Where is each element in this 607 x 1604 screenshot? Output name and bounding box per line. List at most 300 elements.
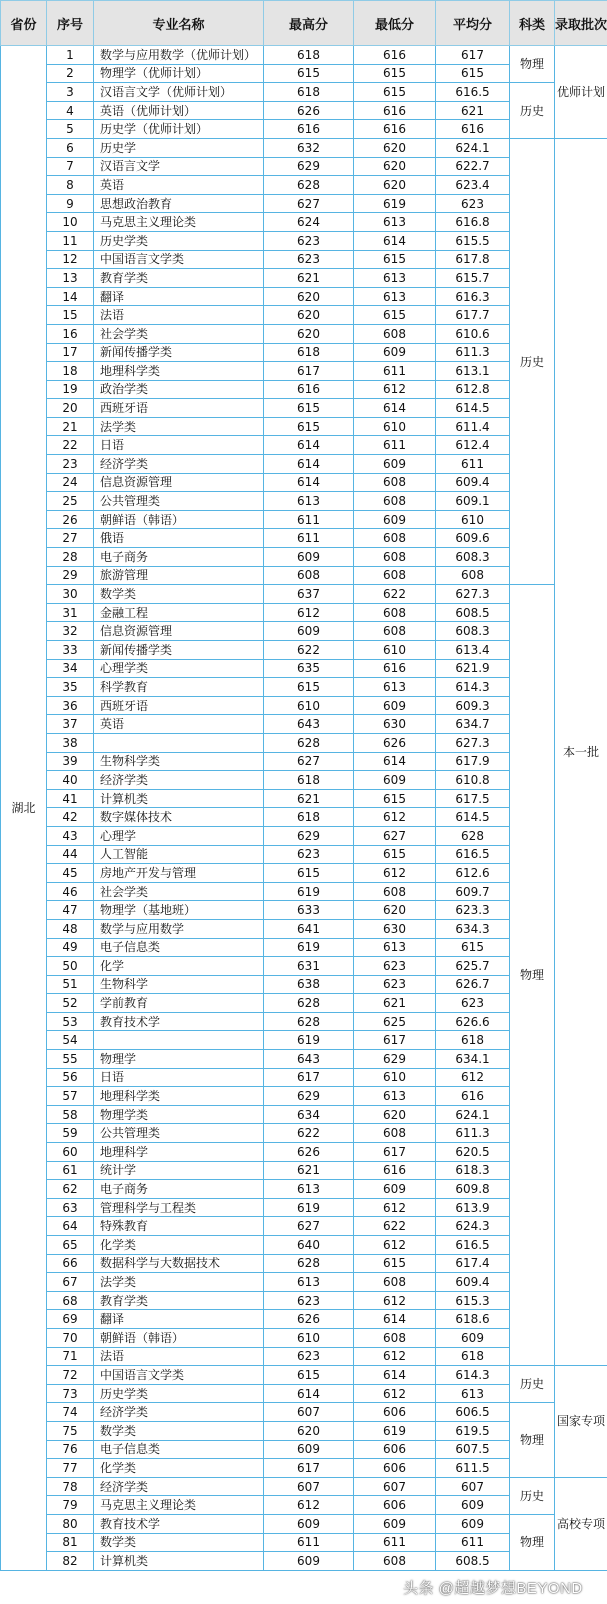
min-score-cell: 608: [354, 1328, 436, 1347]
min-score-cell: 622: [354, 1217, 436, 1236]
max-score-cell: 619: [264, 1198, 354, 1217]
major-name-cell: 教育学类: [94, 1291, 264, 1310]
min-score-cell: 614: [354, 399, 436, 418]
major-name-cell: 数学与应用数学（优师计划）: [94, 46, 264, 65]
max-score-cell: 618: [264, 771, 354, 790]
batch-cell: 优师计划: [555, 46, 607, 139]
max-score-cell: 629: [264, 826, 354, 845]
major-name-cell: 统计学: [94, 1161, 264, 1180]
avg-score-cell: 618.3: [436, 1161, 510, 1180]
min-score-cell: 610: [354, 417, 436, 436]
min-score-cell: 613: [354, 1087, 436, 1106]
major-name-cell: 特殊教育: [94, 1217, 264, 1236]
row-index-cell: 70: [47, 1328, 94, 1347]
major-name-cell: 经济学类: [94, 771, 264, 790]
row-index-cell: 79: [47, 1496, 94, 1515]
major-name-cell: 数学类: [94, 1533, 264, 1552]
avg-score-cell: 617: [436, 46, 510, 65]
major-name-cell: 物理学类: [94, 1105, 264, 1124]
major-name-cell: 电子商务: [94, 548, 264, 567]
row-index-cell: 44: [47, 845, 94, 864]
min-score-cell: 606: [354, 1459, 436, 1478]
major-name-cell: 电子信息类: [94, 938, 264, 957]
min-score-cell: 609: [354, 1514, 436, 1533]
major-name-cell: 历史学: [94, 138, 264, 157]
header-avg-score: 平均分: [436, 1, 510, 46]
max-score-cell: 618: [264, 808, 354, 827]
max-score-cell: 627: [264, 1217, 354, 1236]
row-index-cell: 54: [47, 1031, 94, 1050]
row-index-cell: 37: [47, 715, 94, 734]
header-min-score: 最低分: [354, 1, 436, 46]
min-score-cell: 609: [354, 510, 436, 529]
min-score-cell: 613: [354, 938, 436, 957]
avg-score-cell: 616.5: [436, 845, 510, 864]
avg-score-cell: 627.3: [436, 585, 510, 604]
avg-score-cell: 612.6: [436, 864, 510, 883]
min-score-cell: 608: [354, 1124, 436, 1143]
max-score-cell: 615: [264, 1366, 354, 1385]
major-name-cell: 教育技术学: [94, 1012, 264, 1031]
row-index-cell: 18: [47, 362, 94, 381]
avg-score-cell: 626.7: [436, 975, 510, 994]
avg-score-cell: 618: [436, 1031, 510, 1050]
row-index-cell: 14: [47, 287, 94, 306]
max-score-cell: 615: [264, 399, 354, 418]
max-score-cell: 614: [264, 455, 354, 474]
min-score-cell: 608: [354, 566, 436, 585]
max-score-cell: 607: [264, 1403, 354, 1422]
row-index-cell: 27: [47, 529, 94, 548]
avg-score-cell: 617.9: [436, 752, 510, 771]
avg-score-cell: 621: [436, 101, 510, 120]
max-score-cell: 615: [264, 678, 354, 697]
major-name-cell: 日语: [94, 1068, 264, 1087]
max-score-cell: 621: [264, 269, 354, 288]
row-index-cell: 10: [47, 213, 94, 232]
row-index-cell: 46: [47, 882, 94, 901]
max-score-cell: 619: [264, 1031, 354, 1050]
max-score-cell: 614: [264, 1384, 354, 1403]
major-name-cell: 历史学（优师计划）: [94, 120, 264, 139]
min-score-cell: 615: [354, 250, 436, 269]
min-score-cell: 612: [354, 1198, 436, 1217]
min-score-cell: 622: [354, 585, 436, 604]
max-score-cell: 624: [264, 213, 354, 232]
avg-score-cell: 622.7: [436, 157, 510, 176]
max-score-cell: 622: [264, 1124, 354, 1143]
subject-cell: 历史: [510, 1366, 555, 1403]
major-name-cell: 信息资源管理: [94, 622, 264, 641]
max-score-cell: 622: [264, 641, 354, 660]
max-score-cell: 617: [264, 1068, 354, 1087]
row-index-cell: 45: [47, 864, 94, 883]
avg-score-cell: 611: [436, 1533, 510, 1552]
min-score-cell: 616: [354, 46, 436, 65]
major-name-cell: 新闻传播学类: [94, 641, 264, 660]
major-name-cell: 地理科学: [94, 1143, 264, 1162]
row-index-cell: 67: [47, 1273, 94, 1292]
avg-score-cell: 611.3: [436, 1124, 510, 1143]
min-score-cell: 614: [354, 231, 436, 250]
max-score-cell: 616: [264, 120, 354, 139]
row-index-cell: 52: [47, 994, 94, 1013]
avg-score-cell: 613.1: [436, 362, 510, 381]
row-index-cell: 38: [47, 733, 94, 752]
max-score-cell: 623: [264, 1347, 354, 1366]
avg-score-cell: 614.3: [436, 678, 510, 697]
max-score-cell: 623: [264, 250, 354, 269]
min-score-cell: 617: [354, 1031, 436, 1050]
major-name-cell: 学前教育: [94, 994, 264, 1013]
major-name-cell: 英语: [94, 715, 264, 734]
row-index-cell: 75: [47, 1421, 94, 1440]
min-score-cell: 611: [354, 362, 436, 381]
max-score-cell: 643: [264, 715, 354, 734]
max-score-cell: 618: [264, 46, 354, 65]
min-score-cell: 625: [354, 1012, 436, 1031]
avg-score-cell: 612.4: [436, 436, 510, 455]
avg-score-cell: 608.3: [436, 548, 510, 567]
row-index-cell: 13: [47, 269, 94, 288]
avg-score-cell: 619.5: [436, 1421, 510, 1440]
max-score-cell: 609: [264, 622, 354, 641]
avg-score-cell: 623.4: [436, 176, 510, 195]
min-score-cell: 616: [354, 101, 436, 120]
table-row: [1, 585, 607, 604]
row-index-cell: 57: [47, 1087, 94, 1106]
max-score-cell: 637: [264, 585, 354, 604]
major-name-cell: 法学类: [94, 417, 264, 436]
min-score-cell: 612: [354, 864, 436, 883]
min-score-cell: 609: [354, 455, 436, 474]
min-score-cell: 608: [354, 1552, 436, 1571]
max-score-cell: 617: [264, 1459, 354, 1478]
avg-score-cell: 615.5: [436, 231, 510, 250]
row-index-cell: 69: [47, 1310, 94, 1329]
major-name-cell: 社会学类: [94, 324, 264, 343]
major-name-cell: 经济学类: [94, 1403, 264, 1422]
avg-score-cell: 610: [436, 510, 510, 529]
avg-score-cell: 620.5: [436, 1143, 510, 1162]
min-score-cell: 616: [354, 659, 436, 678]
major-name-cell: 经济学类: [94, 1477, 264, 1496]
table-row: [1, 1477, 607, 1496]
avg-score-cell: 617.4: [436, 1254, 510, 1273]
avg-score-cell: 624.1: [436, 138, 510, 157]
avg-score-cell: 613.9: [436, 1198, 510, 1217]
row-index-cell: 65: [47, 1236, 94, 1255]
avg-score-cell: 623.3: [436, 901, 510, 920]
avg-score-cell: 627.3: [436, 733, 510, 752]
avg-score-cell: 624.3: [436, 1217, 510, 1236]
major-name-cell: 地理科学类: [94, 362, 264, 381]
major-name-cell: 翻译: [94, 1310, 264, 1329]
avg-score-cell: 615.3: [436, 1291, 510, 1310]
major-name-cell: [94, 1031, 264, 1050]
avg-score-cell: 616.5: [436, 1236, 510, 1255]
subject-cell: 物理: [510, 46, 555, 83]
avg-score-cell: 607.5: [436, 1440, 510, 1459]
row-index-cell: 7: [47, 157, 94, 176]
batch-cell: 国家专项: [555, 1366, 607, 1478]
min-score-cell: 608: [354, 548, 436, 567]
major-name-cell: 数学类: [94, 1421, 264, 1440]
major-name-cell: 信息资源管理: [94, 473, 264, 492]
subject-cell: 物理: [510, 585, 555, 1366]
max-score-cell: 628: [264, 176, 354, 195]
min-score-cell: 612: [354, 808, 436, 827]
row-index-cell: 71: [47, 1347, 94, 1366]
min-score-cell: 609: [354, 343, 436, 362]
min-score-cell: 613: [354, 678, 436, 697]
row-index-cell: 48: [47, 919, 94, 938]
row-index-cell: 77: [47, 1459, 94, 1478]
row-index-cell: 49: [47, 938, 94, 957]
row-index-cell: 31: [47, 603, 94, 622]
max-score-cell: 611: [264, 1533, 354, 1552]
avg-score-cell: 610.6: [436, 324, 510, 343]
max-score-cell: 621: [264, 789, 354, 808]
major-name-cell: 生物科学类: [94, 752, 264, 771]
row-index-cell: 36: [47, 696, 94, 715]
max-score-cell: 619: [264, 882, 354, 901]
min-score-cell: 613: [354, 269, 436, 288]
min-score-cell: 615: [354, 789, 436, 808]
row-index-cell: 39: [47, 752, 94, 771]
avg-score-cell: 628: [436, 826, 510, 845]
min-score-cell: 615: [354, 83, 436, 102]
row-index-cell: 42: [47, 808, 94, 827]
avg-score-cell: 609: [436, 1328, 510, 1347]
avg-score-cell: 611.4: [436, 417, 510, 436]
max-score-cell: 621: [264, 1161, 354, 1180]
row-index-cell: 21: [47, 417, 94, 436]
batch-cell: 本一批: [555, 138, 607, 1365]
max-score-cell: 607: [264, 1477, 354, 1496]
max-score-cell: 634: [264, 1105, 354, 1124]
max-score-cell: 631: [264, 957, 354, 976]
major-name-cell: 教育学类: [94, 269, 264, 288]
min-score-cell: 611: [354, 436, 436, 455]
avg-score-cell: 612.8: [436, 380, 510, 399]
avg-score-cell: 609.4: [436, 1273, 510, 1292]
row-index-cell: 60: [47, 1143, 94, 1162]
min-score-cell: 610: [354, 641, 436, 660]
major-name-cell: 房地产开发与管理: [94, 864, 264, 883]
max-score-cell: 612: [264, 603, 354, 622]
avg-score-cell: 626.6: [436, 1012, 510, 1031]
max-score-cell: 620: [264, 324, 354, 343]
min-score-cell: 608: [354, 603, 436, 622]
major-name-cell: 管理科学与工程类: [94, 1198, 264, 1217]
min-score-cell: 608: [354, 882, 436, 901]
major-name-cell: 历史学类: [94, 1384, 264, 1403]
min-score-cell: 630: [354, 715, 436, 734]
row-index-cell: 82: [47, 1552, 94, 1571]
major-name-cell: 西班牙语: [94, 399, 264, 418]
min-score-cell: 620: [354, 176, 436, 195]
avg-score-cell: 607: [436, 1477, 510, 1496]
avg-score-cell: 624.1: [436, 1105, 510, 1124]
row-index-cell: 61: [47, 1161, 94, 1180]
max-score-cell: 638: [264, 975, 354, 994]
major-name-cell: 法学类: [94, 1273, 264, 1292]
avg-score-cell: 609: [436, 1514, 510, 1533]
avg-score-cell: 611.5: [436, 1459, 510, 1478]
avg-score-cell: 606.5: [436, 1403, 510, 1422]
major-name-cell: 数学与应用数学: [94, 919, 264, 938]
major-name-cell: 计算机类: [94, 1552, 264, 1571]
major-name-cell: 物理学（优师计划）: [94, 64, 264, 83]
major-name-cell: 思想政治教育: [94, 194, 264, 213]
major-name-cell: [94, 733, 264, 752]
min-score-cell: 614: [354, 752, 436, 771]
max-score-cell: 612: [264, 1496, 354, 1515]
min-score-cell: 615: [354, 845, 436, 864]
row-index-cell: 72: [47, 1366, 94, 1385]
row-index-cell: 2: [47, 64, 94, 83]
major-name-cell: 朝鲜语（韩语）: [94, 1328, 264, 1347]
avg-score-cell: 618: [436, 1347, 510, 1366]
avg-score-cell: 609.3: [436, 696, 510, 715]
avg-score-cell: 615: [436, 64, 510, 83]
max-score-cell: 614: [264, 436, 354, 455]
row-index-cell: 24: [47, 473, 94, 492]
major-name-cell: 西班牙语: [94, 696, 264, 715]
max-score-cell: 613: [264, 1273, 354, 1292]
header-subject: 科类: [510, 1, 555, 46]
major-name-cell: 俄语: [94, 529, 264, 548]
row-index-cell: 15: [47, 306, 94, 325]
max-score-cell: 617: [264, 362, 354, 381]
min-score-cell: 626: [354, 733, 436, 752]
min-score-cell: 615: [354, 1254, 436, 1273]
major-name-cell: 公共管理类: [94, 1124, 264, 1143]
max-score-cell: 610: [264, 696, 354, 715]
major-name-cell: 心理学类: [94, 659, 264, 678]
major-name-cell: 中国语言文学类: [94, 1366, 264, 1385]
max-score-cell: 609: [264, 1552, 354, 1571]
header-province: 省份: [1, 1, 47, 46]
major-name-cell: 教育技术学: [94, 1514, 264, 1533]
min-score-cell: 607: [354, 1477, 436, 1496]
max-score-cell: 629: [264, 157, 354, 176]
row-index-cell: 56: [47, 1068, 94, 1087]
max-score-cell: 615: [264, 417, 354, 436]
max-score-cell: 615: [264, 864, 354, 883]
max-score-cell: 627: [264, 194, 354, 213]
major-name-cell: 英语（优师计划）: [94, 101, 264, 120]
max-score-cell: 626: [264, 101, 354, 120]
min-score-cell: 614: [354, 1310, 436, 1329]
max-score-cell: 623: [264, 231, 354, 250]
row-index-cell: 19: [47, 380, 94, 399]
avg-score-cell: 634.7: [436, 715, 510, 734]
max-score-cell: 619: [264, 938, 354, 957]
major-name-cell: 科学教育: [94, 678, 264, 697]
row-index-cell: 63: [47, 1198, 94, 1217]
row-index-cell: 80: [47, 1514, 94, 1533]
major-name-cell: 政治学类: [94, 380, 264, 399]
min-score-cell: 612: [354, 1236, 436, 1255]
major-name-cell: 社会学类: [94, 882, 264, 901]
row-index-cell: 58: [47, 1105, 94, 1124]
table-body: [1, 46, 607, 1571]
max-score-cell: 610: [264, 1328, 354, 1347]
max-score-cell: 620: [264, 306, 354, 325]
max-score-cell: 627: [264, 752, 354, 771]
row-index-cell: 50: [47, 957, 94, 976]
max-score-cell: 626: [264, 1143, 354, 1162]
avg-score-cell: 614.3: [436, 1366, 510, 1385]
min-score-cell: 613: [354, 213, 436, 232]
major-name-cell: 生物科学: [94, 975, 264, 994]
max-score-cell: 628: [264, 994, 354, 1013]
row-index-cell: 74: [47, 1403, 94, 1422]
major-name-cell: 旅游管理: [94, 566, 264, 585]
max-score-cell: 635: [264, 659, 354, 678]
row-index-cell: 28: [47, 548, 94, 567]
avg-score-cell: 609: [436, 1496, 510, 1515]
min-score-cell: 621: [354, 994, 436, 1013]
major-name-cell: 物理学: [94, 1050, 264, 1069]
major-name-cell: 公共管理类: [94, 492, 264, 511]
avg-score-cell: 616.5: [436, 83, 510, 102]
row-index-cell: 6: [47, 138, 94, 157]
row-index-cell: 23: [47, 455, 94, 474]
max-score-cell: 611: [264, 510, 354, 529]
major-name-cell: 中国语言文学类: [94, 250, 264, 269]
min-score-cell: 615: [354, 64, 436, 83]
major-name-cell: 翻译: [94, 287, 264, 306]
row-index-cell: 33: [47, 641, 94, 660]
min-score-cell: 613: [354, 287, 436, 306]
major-name-cell: 马克思主义理论类: [94, 213, 264, 232]
major-name-cell: 新闻传播学类: [94, 343, 264, 362]
major-name-cell: 电子商务: [94, 1180, 264, 1199]
row-index-cell: 35: [47, 678, 94, 697]
max-score-cell: 641: [264, 919, 354, 938]
row-index-cell: 41: [47, 789, 94, 808]
avg-score-cell: 608: [436, 566, 510, 585]
row-index-cell: 25: [47, 492, 94, 511]
avg-score-cell: 616: [436, 120, 510, 139]
batch-cell: 高校专项: [555, 1477, 607, 1570]
subject-cell: 历史: [510, 1477, 555, 1514]
min-score-cell: 606: [354, 1496, 436, 1515]
major-name-cell: 法语: [94, 306, 264, 325]
min-score-cell: 630: [354, 919, 436, 938]
avg-score-cell: 613: [436, 1384, 510, 1403]
major-name-cell: 化学类: [94, 1459, 264, 1478]
min-score-cell: 616: [354, 1161, 436, 1180]
max-score-cell: 620: [264, 1421, 354, 1440]
row-index-cell: 78: [47, 1477, 94, 1496]
row-index-cell: 3: [47, 83, 94, 102]
min-score-cell: 612: [354, 1384, 436, 1403]
watermark: 头条 @超越梦想BEYOND: [403, 1580, 583, 1597]
min-score-cell: 608: [354, 492, 436, 511]
avg-score-cell: 612: [436, 1068, 510, 1087]
max-score-cell: 628: [264, 1254, 354, 1273]
subject-cell: 历史: [510, 83, 555, 139]
min-score-cell: 629: [354, 1050, 436, 1069]
avg-score-cell: 609.6: [436, 529, 510, 548]
min-score-cell: 612: [354, 1347, 436, 1366]
max-score-cell: 614: [264, 473, 354, 492]
avg-score-cell: 634.3: [436, 919, 510, 938]
